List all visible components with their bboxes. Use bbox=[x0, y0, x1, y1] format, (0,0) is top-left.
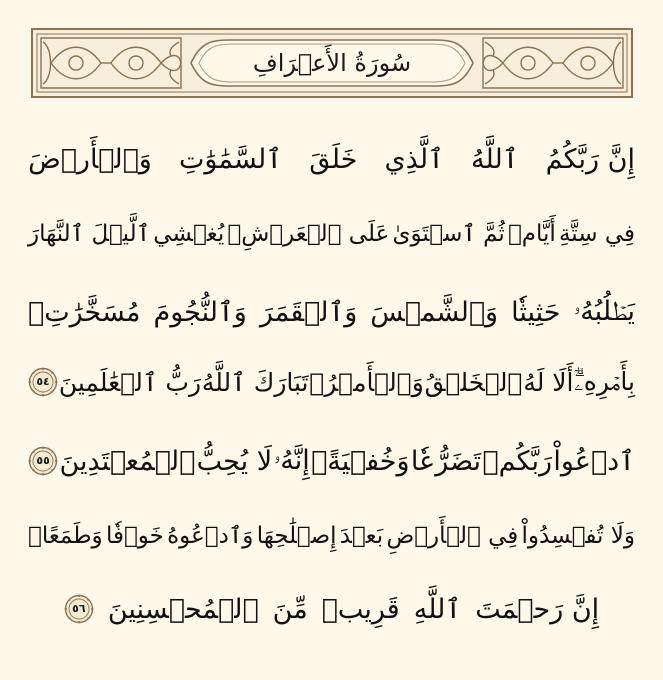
word-group: ٱلَّذِي bbox=[384, 143, 444, 175]
word-group: ثُمَّ ٱسۡتَوَىٰ bbox=[392, 221, 505, 247]
ayah-number: ٥٥ bbox=[36, 454, 50, 467]
word-group: تَبَارَكَ ٱللَّهُ bbox=[201, 367, 309, 397]
word-group: بَعۡدَ bbox=[339, 523, 384, 549]
verse-line-3 bbox=[28, 287, 635, 337]
word-group: وَٱلۡأَمۡرُۗ bbox=[309, 367, 424, 397]
verse-line-6 bbox=[28, 511, 635, 561]
word-group: ٱللَّهِ bbox=[413, 593, 462, 625]
word-group: فِي سِتَّةِ bbox=[558, 221, 635, 247]
word-group: ٱلۡمُعۡتَدِينَ bbox=[59, 445, 196, 477]
word-group: وَٱلۡأَرۡضَ bbox=[28, 143, 152, 175]
word-group: وَلَا تُفۡسِدُواْ bbox=[521, 523, 635, 549]
verse-line-4 bbox=[28, 357, 635, 407]
verse-line-5 bbox=[28, 436, 635, 486]
surah-title: سُورَةُ الأَعۡرَافِ bbox=[252, 49, 412, 77]
word-group: إِنَّ رَحۡمَتَ bbox=[475, 593, 600, 625]
ayah-end-marker-54 bbox=[28, 367, 58, 397]
word-group: تَضَرُّعٗا bbox=[410, 445, 482, 477]
word-group: وَخُفۡيَةًۚ bbox=[311, 445, 410, 477]
word-group: وَٱلشَّمۡسَ bbox=[370, 296, 499, 328]
word-group: ٱلۡمُحۡسِنِينَ bbox=[107, 593, 259, 625]
verse-line-2 bbox=[28, 209, 635, 259]
word-group: ٱلَّيۡلَ ٱلنَّهَارَ bbox=[28, 221, 151, 247]
word-group: بِأَمۡرِهِۦٓۗ bbox=[574, 367, 635, 396]
ayah-end-marker-55 bbox=[28, 446, 58, 476]
word-group: حَثِيثٗا bbox=[511, 296, 561, 328]
word-group: وَٱلۡقَمَرَ bbox=[259, 296, 358, 328]
word-group: وَطَمَعًاۚ bbox=[28, 523, 103, 549]
word-group: ٱدۡعُواْ bbox=[553, 445, 635, 477]
word-group: ٱللَّهُ bbox=[471, 143, 519, 175]
word-group: إِصۡلَٰحِهَا bbox=[256, 523, 337, 549]
word-group: لَا يُحِبُّ bbox=[196, 445, 273, 477]
word-group: وَٱدۡعُوهُ bbox=[167, 523, 254, 549]
word-group: يَطۡلُبُهُۥ bbox=[573, 296, 635, 327]
ayah-number: ٥٦ bbox=[72, 602, 86, 615]
word-group: أَيَّامٖ bbox=[507, 221, 556, 247]
word-group: وَٱلنُّجُومَ bbox=[153, 296, 247, 328]
word-group: ٱلۡخَلۡقُ bbox=[424, 367, 523, 397]
word-group: فِي ٱلۡأَرۡضِ bbox=[386, 523, 519, 549]
word-group: خَوۡفٗا bbox=[105, 523, 164, 549]
word-group: يُغۡشِي bbox=[153, 221, 225, 247]
word-group: أَلَا لَهُ bbox=[523, 367, 574, 397]
word-group: ٱلسَّمَٰوَٰتِ bbox=[178, 143, 283, 175]
word-group: مِّنَ bbox=[272, 593, 308, 625]
word-group: رَبُّ ٱلۡعَٰلَمِينَ bbox=[58, 367, 202, 397]
word-group: رَبَّكُمۡ bbox=[482, 445, 553, 477]
word-group: إِنَّهُۥ bbox=[273, 445, 310, 476]
ayah-end-marker-56 bbox=[64, 594, 94, 624]
verse-line-1 bbox=[28, 134, 635, 184]
word-group: عَلَى ٱلۡعَرۡشِۖ bbox=[227, 221, 390, 247]
ayah-number: ٥٤ bbox=[36, 375, 50, 388]
word-group: قَرِيبٞ bbox=[321, 593, 400, 625]
word-group: خَلَقَ bbox=[309, 143, 358, 175]
word-group: مُسَخَّرَٰتِۭ bbox=[28, 296, 141, 328]
word-group: إِنَّ رَبَّكُمُ bbox=[545, 143, 635, 175]
verse-line-7 bbox=[28, 584, 635, 634]
